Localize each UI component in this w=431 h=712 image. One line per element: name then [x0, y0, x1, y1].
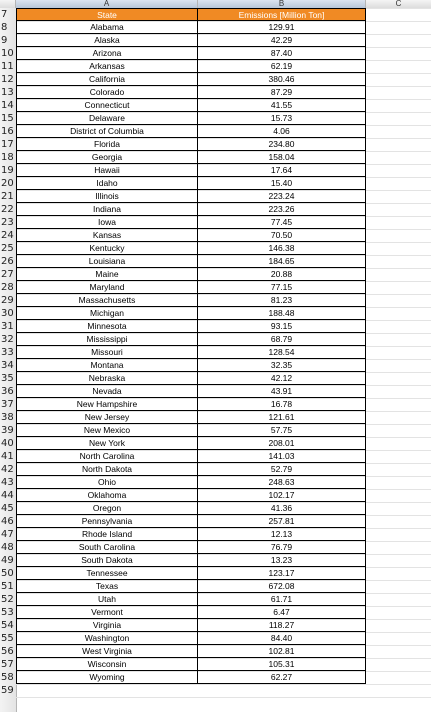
empty-cell[interactable]	[366, 47, 431, 60]
table-row	[16, 138, 431, 151]
state-cell[interactable]: New Hampshire	[16, 398, 198, 411]
gridline	[16, 684, 431, 685]
table-row	[16, 320, 431, 333]
emissions-cell[interactable]: 13.23	[198, 554, 366, 567]
column-header-b[interactable]: B	[198, 0, 366, 8]
table-row	[16, 632, 431, 645]
emissions-cell[interactable]: 77.15	[198, 281, 366, 294]
emissions-cell[interactable]: 68.79	[198, 333, 366, 346]
emissions-cell[interactable]: 61.71	[198, 593, 366, 606]
table-row	[16, 593, 431, 606]
empty-cell[interactable]	[366, 8, 431, 21]
row-number[interactable]: 33	[1, 347, 14, 358]
table-row	[16, 671, 431, 684]
emissions-cell[interactable]: 158.04	[198, 151, 366, 164]
empty-cell[interactable]	[366, 645, 431, 658]
emissions-cell[interactable]: 121.61	[198, 411, 366, 424]
row-number[interactable]: 43	[1, 477, 14, 488]
empty-cell[interactable]	[366, 346, 431, 359]
emissions-cell[interactable]: 42.12	[198, 372, 366, 385]
row-number[interactable]: 20	[1, 178, 14, 189]
emissions-cell[interactable]: 15.73	[198, 112, 366, 125]
state-cell[interactable]: Hawaii	[16, 164, 198, 177]
empty-cell[interactable]	[366, 242, 431, 255]
gridline	[16, 697, 431, 698]
empty-cell[interactable]	[366, 450, 431, 463]
table-row	[16, 359, 431, 372]
table-row	[16, 307, 431, 320]
state-cell[interactable]: Arizona	[16, 47, 198, 60]
empty-cell[interactable]	[366, 632, 431, 645]
row-number[interactable]: 23	[1, 217, 14, 228]
state-cell[interactable]: Massachusetts	[16, 294, 198, 307]
row-number[interactable]: 30	[1, 308, 14, 319]
table-row	[16, 450, 431, 463]
state-cell[interactable]: Maine	[16, 268, 198, 281]
row-number[interactable]: 35	[1, 373, 14, 384]
state-cell[interactable]: Montana	[16, 359, 198, 372]
state-cell[interactable]: Michigan	[16, 307, 198, 320]
emissions-cell[interactable]: 208.01	[198, 437, 366, 450]
empty-cell[interactable]	[366, 320, 431, 333]
emissions-header-cell[interactable]: Emissions [Million Ton]	[198, 8, 366, 21]
emissions-cell[interactable]: 77.45	[198, 216, 366, 229]
empty-cell[interactable]	[366, 60, 431, 73]
emissions-cell[interactable]: 105.31	[198, 658, 366, 671]
emissions-cell[interactable]: 234.80	[198, 138, 366, 151]
table-row	[16, 255, 431, 268]
table-row	[16, 385, 431, 398]
emissions-cell[interactable]: 70.50	[198, 229, 366, 242]
state-cell[interactable]: Florida	[16, 138, 198, 151]
row-number[interactable]: 54	[1, 620, 14, 631]
table-row	[16, 567, 431, 580]
row-number[interactable]: 10	[1, 48, 14, 59]
emissions-cell[interactable]: 17.64	[198, 164, 366, 177]
emissions-cell[interactable]: 93.15	[198, 320, 366, 333]
empty-cell[interactable]	[366, 73, 431, 86]
empty-cell[interactable]	[366, 203, 431, 216]
state-cell[interactable]: Illinois	[16, 190, 198, 203]
row-number[interactable]: 31	[1, 321, 14, 332]
table-row	[16, 515, 431, 528]
state-cell[interactable]: Arkansas	[16, 60, 198, 73]
state-cell[interactable]: Tennessee	[16, 567, 198, 580]
table-row	[16, 489, 431, 502]
empty-cell[interactable]	[366, 541, 431, 554]
state-cell[interactable]: District of Columbia	[16, 125, 198, 138]
empty-cell[interactable]	[366, 463, 431, 476]
state-header-cell[interactable]: State	[16, 8, 198, 21]
empty-cell[interactable]	[366, 125, 431, 138]
empty-cell[interactable]	[366, 528, 431, 541]
state-cell[interactable]: New Jersey	[16, 411, 198, 424]
emissions-cell[interactable]: 257.81	[198, 515, 366, 528]
empty-cell[interactable]	[366, 294, 431, 307]
row-number[interactable]: 24	[1, 230, 14, 241]
state-cell[interactable]: West Virginia	[16, 645, 198, 658]
emissions-cell[interactable]: 87.40	[198, 47, 366, 60]
empty-cell[interactable]	[366, 554, 431, 567]
row-number[interactable]: 39	[1, 425, 14, 436]
state-cell[interactable]: Oregon	[16, 502, 198, 515]
state-cell[interactable]: New York	[16, 437, 198, 450]
table-row	[16, 619, 431, 632]
row-number[interactable]: 11	[1, 61, 14, 72]
row-number[interactable]: 26	[1, 256, 14, 267]
state-cell[interactable]: Nebraska	[16, 372, 198, 385]
emissions-cell[interactable]: 43.91	[198, 385, 366, 398]
empty-cell[interactable]	[366, 255, 431, 268]
empty-cell[interactable]	[366, 34, 431, 47]
row-number-gutter	[0, 8, 17, 712]
emissions-cell[interactable]: 15.40	[198, 177, 366, 190]
empty-cell[interactable]	[366, 385, 431, 398]
table-row	[16, 645, 431, 658]
row-number[interactable]: 18	[1, 152, 14, 163]
row-number[interactable]: 37	[1, 399, 14, 410]
table-row	[16, 411, 431, 424]
table-row	[16, 294, 431, 307]
row-number[interactable]: 17	[1, 139, 14, 150]
table-row	[16, 541, 431, 554]
empty-cell[interactable]	[366, 138, 431, 151]
state-cell[interactable]: Maryland	[16, 281, 198, 294]
row-number[interactable]: 49	[1, 555, 14, 566]
row-number[interactable]: 46	[1, 516, 14, 527]
row-number[interactable]: 45	[1, 503, 14, 514]
row-number[interactable]: 44	[1, 490, 14, 501]
row-number[interactable]: 57	[1, 659, 14, 670]
table-row	[16, 398, 431, 411]
state-cell[interactable]: Washington	[16, 632, 198, 645]
empty-cell[interactable]	[366, 502, 431, 515]
emissions-cell[interactable]: 62.19	[198, 60, 366, 73]
empty-cell[interactable]	[366, 229, 431, 242]
state-cell[interactable]: Idaho	[16, 177, 198, 190]
state-cell[interactable]: North Dakota	[16, 463, 198, 476]
state-cell[interactable]: Colorado	[16, 86, 198, 99]
empty-cell[interactable]	[366, 671, 431, 684]
row-number[interactable]: 40	[1, 438, 14, 449]
empty-cell[interactable]	[366, 489, 431, 502]
emissions-cell[interactable]: 6.47	[198, 606, 366, 619]
state-cell[interactable]: Connecticut	[16, 99, 198, 112]
state-cell[interactable]: Nevada	[16, 385, 198, 398]
emissions-cell[interactable]: 12.13	[198, 528, 366, 541]
row-number[interactable]: 48	[1, 542, 14, 553]
state-cell[interactable]: Alabama	[16, 21, 198, 34]
row-number[interactable]: 12	[1, 74, 14, 85]
row-number[interactable]: 25	[1, 243, 14, 254]
emissions-cell[interactable]: 16.78	[198, 398, 366, 411]
emissions-cell[interactable]: 102.17	[198, 489, 366, 502]
emissions-cell[interactable]: 81.23	[198, 294, 366, 307]
emissions-cell[interactable]: 4.06	[198, 125, 366, 138]
table-row	[16, 125, 431, 138]
table-row	[16, 47, 431, 60]
table-row	[16, 281, 431, 294]
state-cell[interactable]: New Mexico	[16, 424, 198, 437]
row-number[interactable]: 29	[1, 295, 14, 306]
state-cell[interactable]: Wyoming	[16, 671, 198, 684]
table-row	[16, 658, 431, 671]
state-cell[interactable]: Pennsylvania	[16, 515, 198, 528]
emissions-cell[interactable]: 188.48	[198, 307, 366, 320]
row-number[interactable]: 32	[1, 334, 14, 345]
state-cell[interactable]: South Dakota	[16, 554, 198, 567]
emissions-cell[interactable]: 20.88	[198, 268, 366, 281]
state-cell[interactable]: Delaware	[16, 112, 198, 125]
emissions-cell[interactable]: 380.46	[198, 73, 366, 86]
empty-cell[interactable]	[366, 372, 431, 385]
empty-cell[interactable]	[366, 216, 431, 229]
row-number[interactable]: 34	[1, 360, 14, 371]
table-row	[16, 21, 431, 34]
emissions-cell[interactable]: 146.38	[198, 242, 366, 255]
emissions-cell[interactable]: 123.17	[198, 567, 366, 580]
state-cell[interactable]: Wisconsin	[16, 658, 198, 671]
row-number[interactable]: 19	[1, 165, 14, 176]
row-number[interactable]: 21	[1, 191, 14, 202]
table-row	[16, 203, 431, 216]
empty-cell[interactable]	[366, 359, 431, 372]
row-number[interactable]: 56	[1, 646, 14, 657]
empty-cell[interactable]	[366, 398, 431, 411]
select-all-corner[interactable]	[0, 0, 16, 8]
emissions-cell[interactable]: 129.91	[198, 21, 366, 34]
empty-cell[interactable]	[366, 151, 431, 164]
table-row	[16, 86, 431, 99]
empty-cell[interactable]	[366, 268, 431, 281]
row-number[interactable]: 50	[1, 568, 14, 579]
table-row	[16, 112, 431, 125]
table-row	[16, 554, 431, 567]
empty-cell[interactable]	[366, 411, 431, 424]
row-number[interactable]: 27	[1, 269, 14, 280]
state-cell[interactable]: Kentucky	[16, 242, 198, 255]
row-number[interactable]: 51	[1, 581, 14, 592]
row-number[interactable]: 13	[1, 87, 14, 98]
emissions-cell[interactable]: 102.81	[198, 645, 366, 658]
row-number[interactable]: 28	[1, 282, 14, 293]
state-cell[interactable]: Texas	[16, 580, 198, 593]
state-cell[interactable]: Missouri	[16, 346, 198, 359]
row-number[interactable]: 36	[1, 386, 14, 397]
row-number[interactable]: 9	[1, 35, 8, 46]
emissions-cell[interactable]: 32.35	[198, 359, 366, 372]
row-number[interactable]: 58	[1, 672, 14, 683]
empty-cell[interactable]	[366, 190, 431, 203]
table-row	[16, 424, 431, 437]
emissions-cell[interactable]: 223.24	[198, 190, 366, 203]
row-number[interactable]: 15	[1, 113, 14, 124]
row-number[interactable]: 16	[1, 126, 14, 137]
table-row	[16, 502, 431, 515]
state-cell[interactable]: South Carolina	[16, 541, 198, 554]
column-header-c[interactable]: C	[395, 0, 402, 8]
table-row	[16, 372, 431, 385]
table-row	[16, 99, 431, 112]
empty-cell[interactable]	[366, 476, 431, 489]
empty-cell[interactable]	[366, 606, 431, 619]
empty-cell[interactable]	[366, 307, 431, 320]
emissions-cell[interactable]: 76.79	[198, 541, 366, 554]
table-row	[16, 268, 431, 281]
header-row	[16, 8, 431, 21]
row-number[interactable]: 38	[1, 412, 14, 423]
table-row	[16, 242, 431, 255]
empty-cell[interactable]	[366, 593, 431, 606]
row-number[interactable]: 59	[1, 685, 14, 696]
emissions-cell[interactable]: 184.65	[198, 255, 366, 268]
emissions-cell[interactable]: 223.26	[198, 203, 366, 216]
state-cell[interactable]: Iowa	[16, 216, 198, 229]
empty-cell[interactable]	[366, 21, 431, 34]
table-row	[16, 528, 431, 541]
table-row	[16, 463, 431, 476]
state-cell[interactable]: Rhode Island	[16, 528, 198, 541]
empty-cell[interactable]	[366, 619, 431, 632]
table-row	[16, 190, 431, 203]
row-number[interactable]: 41	[1, 451, 14, 462]
row-number[interactable]: 8	[1, 22, 8, 33]
state-cell[interactable]: Utah	[16, 593, 198, 606]
state-cell[interactable]: Georgia	[16, 151, 198, 164]
emissions-cell[interactable]: 87.29	[198, 86, 366, 99]
emissions-cell[interactable]: 41.55	[198, 99, 366, 112]
column-header-a[interactable]: A	[16, 0, 198, 8]
empty-cell[interactable]	[366, 658, 431, 671]
empty-cell[interactable]	[366, 86, 431, 99]
table-row	[16, 177, 431, 190]
state-cell[interactable]: Virginia	[16, 619, 198, 632]
table-row	[16, 151, 431, 164]
table-row	[16, 346, 431, 359]
table-row	[16, 164, 431, 177]
emissions-cell[interactable]: 57.75	[198, 424, 366, 437]
table-row	[16, 580, 431, 593]
empty-cell[interactable]	[366, 580, 431, 593]
emissions-cell[interactable]: 672.08	[198, 580, 366, 593]
state-cell[interactable]: Louisiana	[16, 255, 198, 268]
state-cell[interactable]: Minnesota	[16, 320, 198, 333]
emissions-cell[interactable]: 84.40	[198, 632, 366, 645]
state-cell[interactable]: Ohio	[16, 476, 198, 489]
table-row	[16, 333, 431, 346]
empty-cell[interactable]	[366, 164, 431, 177]
state-cell[interactable]: Vermont	[16, 606, 198, 619]
empty-cell[interactable]	[366, 515, 431, 528]
row-number[interactable]: 53	[1, 607, 14, 618]
empty-cell[interactable]	[366, 112, 431, 125]
state-cell[interactable]: California	[16, 73, 198, 86]
emissions-cell[interactable]: 42.29	[198, 34, 366, 47]
state-cell[interactable]: Mississippi	[16, 333, 198, 346]
table-row	[16, 60, 431, 73]
table-row	[16, 73, 431, 86]
row-number[interactable]: 47	[1, 529, 14, 540]
state-cell[interactable]: North Carolina	[16, 450, 198, 463]
empty-cell[interactable]	[366, 567, 431, 580]
empty-cell[interactable]	[366, 281, 431, 294]
emissions-cell[interactable]: 248.63	[198, 476, 366, 489]
table-row	[16, 216, 431, 229]
state-cell[interactable]: Alaska	[16, 34, 198, 47]
state-cell[interactable]: Oklahoma	[16, 489, 198, 502]
state-cell[interactable]: Indiana	[16, 203, 198, 216]
empty-cell[interactable]	[366, 99, 431, 112]
row-number[interactable]: 22	[1, 204, 14, 215]
emissions-cell[interactable]: 41.36	[198, 502, 366, 515]
row-number[interactable]: 52	[1, 594, 14, 605]
empty-cell[interactable]	[366, 424, 431, 437]
emissions-cell[interactable]: 128.54	[198, 346, 366, 359]
table-row	[16, 34, 431, 47]
emissions-cell[interactable]: 52.79	[198, 463, 366, 476]
empty-cell[interactable]	[366, 333, 431, 346]
row-number[interactable]: 55	[1, 633, 14, 644]
table-row	[16, 229, 431, 242]
state-cell[interactable]: Kansas	[16, 229, 198, 242]
emissions-cell[interactable]: 62.27	[198, 671, 366, 684]
empty-cell[interactable]	[366, 437, 431, 450]
emissions-cell[interactable]: 118.27	[198, 619, 366, 632]
table-row	[16, 606, 431, 619]
row-number[interactable]: 14	[1, 100, 14, 111]
row-number[interactable]: 7	[1, 9, 8, 20]
row-number[interactable]: 42	[1, 464, 14, 475]
table-row	[16, 437, 431, 450]
empty-cell[interactable]	[366, 177, 431, 190]
emissions-cell[interactable]: 141.03	[198, 450, 366, 463]
table-row	[16, 476, 431, 489]
